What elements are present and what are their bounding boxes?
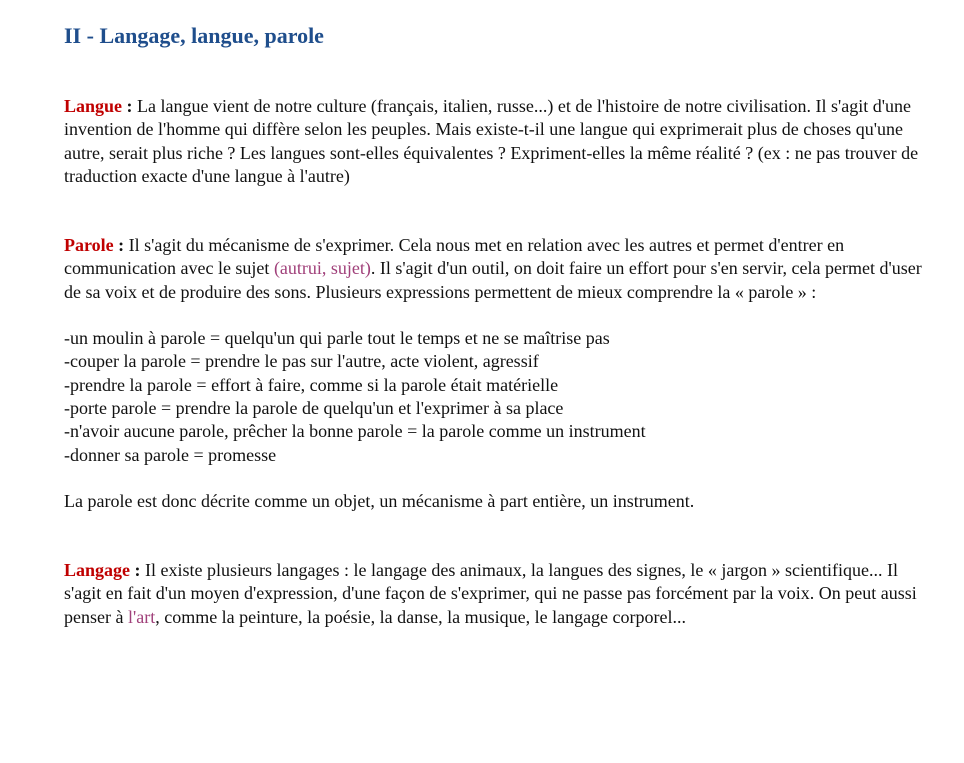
parole-colon: : bbox=[113, 235, 125, 256]
langue-paragraph bbox=[64, 95, 924, 188]
parole-paragraph bbox=[64, 234, 924, 304]
langage-text-before: Il existe plusieurs langages : le langage des animaux, la langues des signes, le « jargon » scientifique... Il s'agit en fait d'un moyen d'expression, d'une façon de s'exprimer, qui ne passe pas forcément par la voix. On peut aussi penser à bbox=[64, 560, 917, 627]
parole-conclusion: La parole est donc décrite comme un objet, un mécanisme à part entière, un instrument. bbox=[64, 490, 695, 511]
langue-text: La langue vient de notre culture (français, italien, russe...) et de l'histoire de notre civilisation. Il s'agit d'une invention de l'homme qui diffère selon les peuples. Mais existe-t-il une langue qui exprimerait plus de choses qu'une autre, serait plus riche ? Les langues sont-elles équivalentes ? Expriment-elles la même réalité ? (ex : ne pas trouver de traduction exacte d'une langue à l'autre) bbox=[64, 96, 919, 186]
langage-colon: : bbox=[130, 560, 141, 581]
expression-item: -couper la parole = prendre le pas sur l'autre, acte violent, agressif bbox=[64, 351, 539, 372]
langue-term: Langue bbox=[64, 96, 123, 116]
section-title: II - Langage, langue, parole bbox=[64, 23, 324, 48]
parole-term: Parole bbox=[64, 235, 114, 256]
langage-highlight: l'art bbox=[127, 606, 156, 627]
langage-term: Langage bbox=[64, 560, 131, 581]
expression-item: -un moulin à parole = quelqu'un qui parle tout le temps et ne se maîtrise pas bbox=[64, 328, 610, 349]
parole-text-after: . Il s'agit d'un outil, on doit faire un effort pour s'en servir, cela permet d'user de sa voix et de produire des sons. Plusieurs expressions permettent de mieux comprendre la « parole » : bbox=[64, 258, 922, 302]
langage-text-after: , comme la peinture, la poésie, la danse, la musique, le langage corporel... bbox=[155, 606, 687, 627]
expression-item: -donner sa parole = promesse bbox=[64, 444, 277, 465]
expression-item: -porte parole = prendre la parole de quelqu'un et l'exprimer à sa place bbox=[64, 397, 564, 418]
parole-text-before: Il s'agit du mécanisme de s'exprimer. Cela nous met en relation avec les autres et permet d'entrer en communication avec le sujet bbox=[64, 235, 845, 279]
langage-paragraph bbox=[64, 559, 924, 629]
expression-item: -prendre la parole = effort à faire, comme si la parole était matérielle bbox=[64, 374, 559, 395]
expression-item: -n'avoir aucune parole, prêcher la bonne parole = la parole comme un instrument bbox=[64, 421, 646, 442]
parole-highlight: (autrui, sujet) bbox=[273, 258, 371, 279]
expression-list bbox=[64, 327, 924, 467]
langue-colon: : bbox=[122, 96, 133, 116]
